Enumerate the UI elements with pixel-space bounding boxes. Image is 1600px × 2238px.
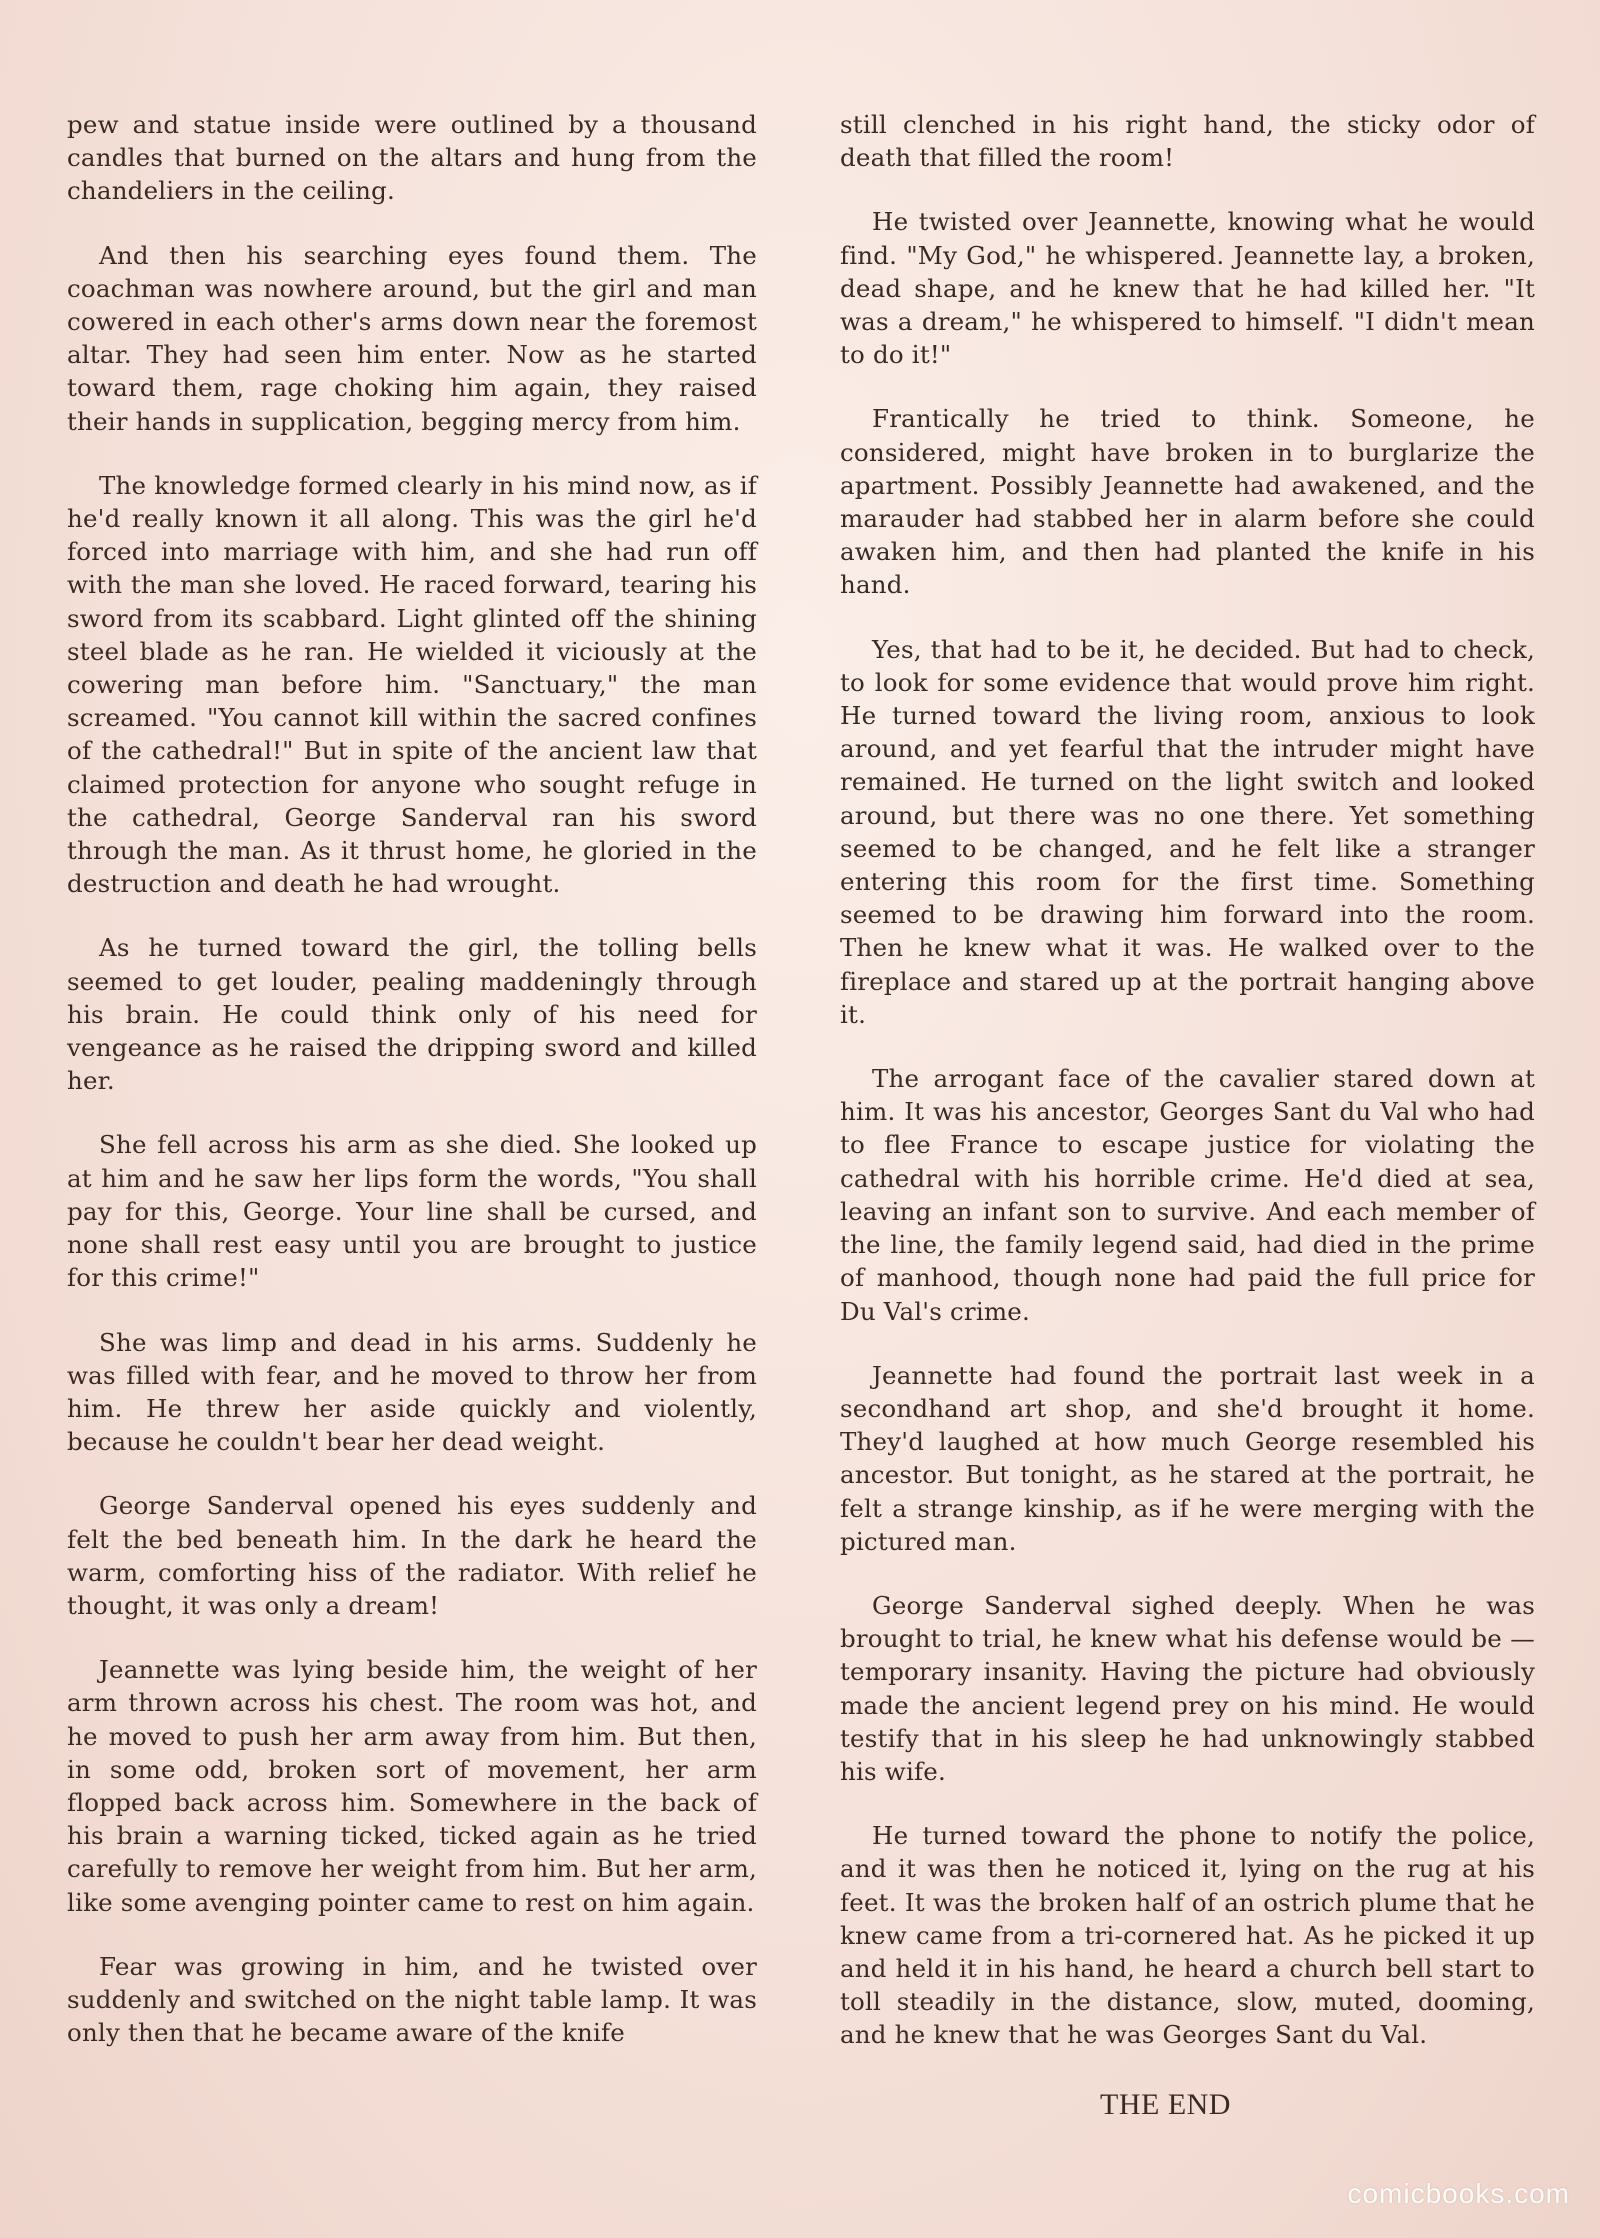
- paragraph: As he turned toward the girl, the tolling bells seemed to get louder, pealing maddeningly through his brain. He could think only of his need for vengeance as he raised the dripping sword and killed her.: [67, 933, 757, 1096]
- left-text-column: [67, 108, 757, 2080]
- site-watermark: comicbooks.com: [1347, 2178, 1570, 2209]
- paragraph: The knowledge formed clearly in his mind now, as if he'd really known it all along. This was the girl he'd forced into marriage with him, and she had run off with the man she loved. He raced forward, tearing his sword from its scabbard. Light glinted off the shining steel blade as he ran. He wielded it viciously at the cowering man before him. "Sanctuary," the man screamed. "You cannot kill within the sacred confines of the cathedral!" But in spite of the ancient law that claimed protection for anyone who sought refuge in the cathedral, George Sanderval ran his sword through the man. As it thrust home, he gloried in the destruction and death he had wrought.: [67, 470, 757, 899]
- paragraph: She fell across his arm as she died. She looked up at him and he saw her lips form the words, "You shall pay for this, George. Your line shall be cursed, and none shall rest easy until you are brought to justice for this crime!": [67, 1130, 757, 1293]
- paragraph: She was limp and dead in his arms. Suddenly he was filled with fear, and he moved to throw her from him. He threw her aside quickly and violently, because he couldn't bear her dead weight.: [67, 1327, 757, 1457]
- paragraph: The arrogant face of the cavalier stared down at him. It was his ancestor, Georges Sant du Val who had to flee France to escape justice for violating the cathedral with his horrible crime. He'd died at sea, leaving an infant son to survive. And each member of the line, the family legend said, had died in the prime of manhood, though none had paid the full price for Du Val's crime.: [840, 1064, 1535, 1326]
- paragraph: He twisted over Jeannette, knowing what he would find. "My God," he whispered. Jeannette lay, a broken, dead shape, and he knew that he had killed her. "It was a dream," he whispered to himself. "I didn't mean to do it!": [840, 207, 1535, 370]
- paragraph: pew and statue inside were outlined by a thousand candles that burned on the altars and hung from the chandeliers in the ceiling.: [67, 110, 757, 206]
- the-end-heading: THE END: [1100, 2088, 1231, 2121]
- paragraph: And then his searching eyes found them. The coachman was nowhere around, but the girl and man cowered in each other's arms down near the foremost altar. They had seen him enter. Now as he started toward them, rage choking him again, they raised their hands in supplication, begging mercy from him.: [67, 240, 757, 436]
- paragraph: He turned toward the phone to notify the police, and it was then he noticed it, lying on the rug at his feet. It was the broken half of an ostrich plume that he knew came from a tri-cornered hat. As he picked it up and held it in his hand, he heard a church bell start to toll steadily in the distance, slow, muted, dooming, and he knew that he was Georges Sant du Val.: [840, 1821, 1535, 2050]
- paragraph: Jeannette was lying beside him, the weight of her arm thrown across his chest. The room was hot, and he moved to push her arm away from him. But then, in some odd, broken sort of movement, her arm flopped back across him. Somewhere in the back of his brain a warning ticked, ticked again as he tried carefully to remove her weight from him. But her arm, like some avenging pointer came to rest on him again.: [67, 1655, 757, 1917]
- paragraph: still clenched in his right hand, the sticky odor of death that filled the room!: [840, 110, 1535, 173]
- paragraph: George Sanderval opened his eyes suddenly and felt the bed beneath him. In the dark he heard the warm, comforting hiss of the radiator. With relief he thought, it was only a dream!: [67, 1491, 757, 1620]
- paragraph: Yes, that had to be it, he decided. But had to check, to look for some evidence that would prove him right. He turned toward the living room, anxious to look around, and yet fearful that the intruder might have remained. He turned on the light switch and looked around, but there was no one there. Yet something seemed to be changed, and he felt like a stranger entering this room for the first time. Something seemed to be drawing him forward into the room. Then he knew what it was. He walked over to the fireplace and stared up at the portrait hanging above it.: [840, 634, 1535, 1029]
- right-text-column: [840, 108, 1535, 2083]
- paragraph: Fear was growing in him, and he twisted over suddenly and switched on the night table lamp. It was only then that he became aware of the knife: [67, 1951, 757, 2048]
- paragraph: Jeannette had found the portrait last week in a secondhand art shop, and she'd brought it home. They'd laughed at how much George resembled his ancestor. But tonight, as he stared at the portrait, he felt a strange kinship, as if he were merging with the pictured man.: [840, 1360, 1535, 1556]
- paragraph: George Sanderval sighed deeply. When he was brought to trial, he knew what his defense would be —temporary insanity. Having the picture had obviously made the ancient legend prey on his mind. He would testify that in his sleep he had unknowingly stabbed his wife.: [840, 1590, 1535, 1786]
- paragraph: Frantically he tried to think. Someone, he considered, might have broken in to burglarize the apartment. Possibly Jeannette had awakened, and the marauder had stabbed her in alarm before she could awaken him, and then had planted the knife in his hand.: [840, 404, 1535, 600]
